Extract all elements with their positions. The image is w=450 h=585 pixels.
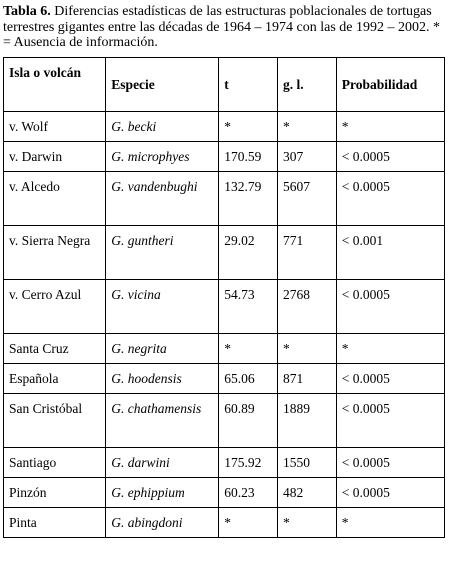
cell-t: 54.73 — [219, 280, 278, 334]
table-caption — [3, 4, 447, 51]
cell-probabilidad: * — [336, 112, 444, 142]
cell-isla: Santa Cruz — [4, 334, 106, 364]
cell-isla: San Cristóbal — [4, 394, 106, 448]
cell-gl: * — [277, 508, 336, 538]
cell-probabilidad: * — [336, 334, 444, 364]
cell-gl: 2768 — [277, 280, 336, 334]
table-row — [4, 142, 445, 172]
table-row — [4, 508, 445, 538]
cell-t: * — [219, 112, 278, 142]
cell-t: 60.23 — [219, 478, 278, 508]
table-row — [4, 112, 445, 142]
cell-isla: Pinta — [4, 508, 106, 538]
cell-probabilidad: < 0.0005 — [336, 280, 444, 334]
table-row — [4, 448, 445, 478]
table-row — [4, 280, 445, 334]
cell-especie: G. abingdoni — [106, 508, 219, 538]
cell-isla: Santiago — [4, 448, 106, 478]
cell-gl: 1889 — [277, 394, 336, 448]
cell-probabilidad: < 0.0005 — [336, 142, 444, 172]
header-gl: g. l. — [277, 58, 336, 112]
cell-especie: G. hoodensis — [106, 364, 219, 394]
cell-probabilidad: < 0.0005 — [336, 172, 444, 226]
cell-especie: G. darwini — [106, 448, 219, 478]
cell-probabilidad: < 0.001 — [336, 226, 444, 280]
cell-especie: G. guntheri — [106, 226, 219, 280]
cell-gl: 1550 — [277, 448, 336, 478]
statistics-table — [3, 57, 445, 538]
cell-isla: v. Cerro Azul — [4, 280, 106, 334]
cell-gl: 5607 — [277, 172, 336, 226]
header-probabilidad: Probabilidad — [336, 58, 444, 112]
cell-especie: G. ephippium — [106, 478, 219, 508]
cell-especie: G. becki — [106, 112, 219, 142]
table-header-row — [4, 58, 445, 112]
cell-especie: G. negrita — [106, 334, 219, 364]
header-especie: Especie — [106, 58, 219, 112]
cell-t: 65.06 — [219, 364, 278, 394]
cell-gl: 871 — [277, 364, 336, 394]
table-row — [4, 172, 445, 226]
cell-t: 60.89 — [219, 394, 278, 448]
header-isla: Isla o volcán — [4, 58, 106, 112]
cell-gl: 482 — [277, 478, 336, 508]
caption-text: Diferencias estadísticas de las estructuras poblacionales de tortugas terrestres gigantes entre las décadas de 1964 – 1974 con las de 1992 – 2002. * = Ausencia de información. — [3, 4, 440, 50]
header-t: t — [219, 58, 278, 112]
cell-isla: Pinzón — [4, 478, 106, 508]
cell-especie: G. vicina — [106, 280, 219, 334]
cell-gl: 307 — [277, 142, 336, 172]
table-row — [4, 478, 445, 508]
caption-label: Tabla 6. — [3, 4, 51, 19]
cell-isla: v. Wolf — [4, 112, 106, 142]
cell-isla: v. Darwin — [4, 142, 106, 172]
cell-especie: G. microphyes — [106, 142, 219, 172]
cell-t: 175.92 — [219, 448, 278, 478]
table-row — [4, 226, 445, 280]
table-row — [4, 334, 445, 364]
cell-isla: v. Alcedo — [4, 172, 106, 226]
cell-probabilidad: < 0.0005 — [336, 448, 444, 478]
table-row — [4, 364, 445, 394]
cell-gl: * — [277, 112, 336, 142]
cell-t: 170.59 — [219, 142, 278, 172]
cell-probabilidad: < 0.0005 — [336, 394, 444, 448]
cell-isla: v. Sierra Negra — [4, 226, 106, 280]
cell-t: * — [219, 334, 278, 364]
cell-probabilidad: < 0.0005 — [336, 478, 444, 508]
cell-especie: G. vandenbughi — [106, 172, 219, 226]
cell-gl: * — [277, 334, 336, 364]
cell-isla: Española — [4, 364, 106, 394]
cell-t: * — [219, 508, 278, 538]
cell-probabilidad: < 0.0005 — [336, 364, 444, 394]
cell-t: 132.79 — [219, 172, 278, 226]
table-row — [4, 394, 445, 448]
cell-t: 29.02 — [219, 226, 278, 280]
cell-probabilidad: * — [336, 508, 444, 538]
cell-especie: G. chathamensis — [106, 394, 219, 448]
cell-gl: 771 — [277, 226, 336, 280]
